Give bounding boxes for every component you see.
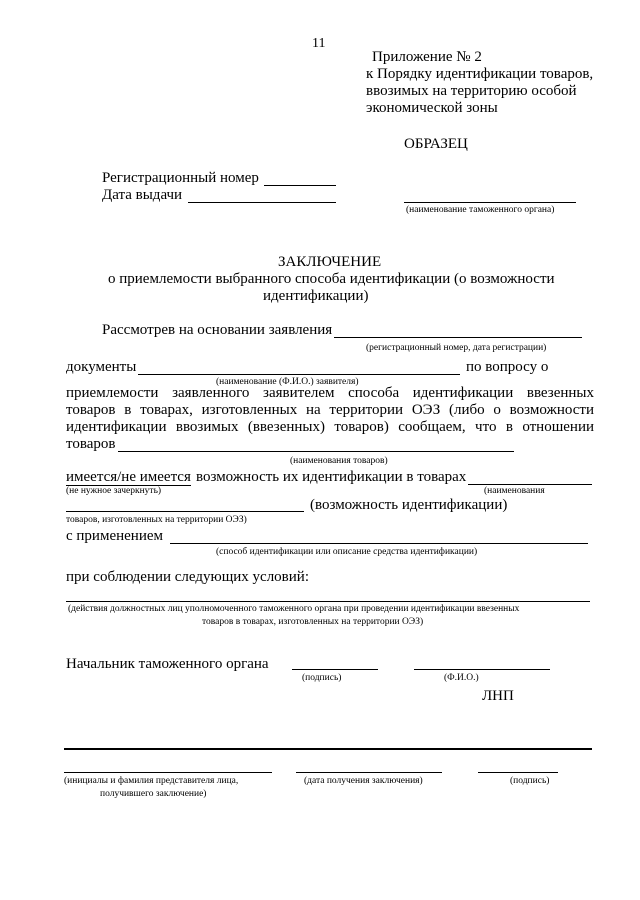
footer-separator — [64, 748, 592, 750]
rep-caption-1: (инициалы и фамилия представителя лица, — [64, 776, 239, 786]
doc-subtitle-1: о приемлемости выбранного способа идентификации (о возможности — [108, 271, 555, 287]
applicant-caption: (наименование (Ф.И.О.) заявителя) — [216, 377, 359, 387]
reg-number-label: Регистрационный номер — [102, 170, 259, 186]
paragraph-line-2: товаров в товарах, изготовленных на территории ОЭЗ (либо о возможности — [66, 402, 594, 418]
actions-caption-2: товаров в товарах, изготовленных на территории ОЭЗ) — [202, 617, 424, 627]
appendix-line1: Приложение № 2 — [372, 49, 482, 65]
page-number: 11 — [312, 36, 326, 51]
application-line — [334, 337, 582, 338]
doc-subtitle-2: идентификации) — [263, 288, 369, 304]
customs-name-caption: (наименование таможенного органа) — [406, 205, 555, 215]
issue-date-line — [188, 202, 336, 203]
chief-fio-line — [414, 669, 550, 670]
conditions-line — [66, 601, 590, 602]
possibility-line — [468, 484, 592, 485]
made-caption: товаров, изготовленных на территории ОЭЗ) — [66, 515, 247, 525]
on-question-label: по вопросу о — [466, 359, 549, 375]
reg-caption: (регистрационный номер, дата регистрации) — [366, 343, 547, 353]
strike-caption: (не нужное зачеркнуть) — [66, 486, 162, 496]
with-use-label: с применением — [66, 528, 164, 544]
chief-label: Начальник таможенного органа — [66, 656, 269, 672]
has-not-text: имеется/не имеется — [66, 469, 191, 485]
chief-sign-caption: (подпись) — [302, 673, 342, 683]
goods-label: товаров — [66, 436, 116, 452]
rep-sign-line — [478, 772, 558, 773]
method-line — [170, 543, 588, 544]
paragraph-line-1: приемлемости заявленного заявителем способа идентификации ввезенных — [66, 385, 594, 401]
chief-fio-caption: (Ф.И.О.) — [444, 673, 479, 683]
rep-sign-caption: (подпись) — [510, 776, 550, 786]
naming-caption: (наименования — [484, 486, 545, 496]
doc-title: ЗАКЛЮЧЕНИЕ — [278, 254, 382, 270]
goods-line — [118, 451, 514, 452]
chief-sign-line — [292, 669, 378, 670]
appendix-line2: к Порядку идентификации товаров, — [366, 66, 594, 82]
conditions-label: при соблюдении следующих условий: — [66, 569, 309, 585]
rep-name-line — [64, 772, 272, 773]
paragraph-line-3: идентификации ввозимых (ввезенных) товаров) сообщаем, что в отношении — [66, 419, 594, 435]
sample-label: ОБРАЗЕЦ — [404, 136, 468, 152]
lnp-label: ЛНП — [482, 688, 514, 704]
customs-name-line — [404, 202, 576, 203]
documents-label: документы — [66, 359, 137, 375]
appendix-line3: ввозимых на территорию особой — [366, 83, 577, 99]
has-not-option — [66, 469, 191, 486]
reg-number-line — [264, 185, 336, 186]
possibility2-label: (возможность идентификации) — [310, 497, 508, 513]
actions-caption-1: (действия должностных лиц уполномоченного таможенного органа при проведении идентификации ввезенных — [68, 604, 520, 614]
issue-date-label: Дата выдачи — [102, 187, 183, 203]
receive-date-caption: (дата получения заключения) — [304, 776, 423, 786]
receive-date-line — [296, 772, 442, 773]
considered-label: Рассмотрев на основании заявления — [102, 322, 333, 338]
made-goods-line — [66, 511, 304, 512]
possibility-label: возможность их идентификации в товарах — [196, 469, 467, 485]
method-caption: (способ идентификации или описание средства идентификации) — [216, 547, 478, 557]
appendix-line4: экономической зоны — [366, 100, 498, 116]
goods-caption: (наименования товаров) — [290, 456, 388, 466]
rep-caption-2: получившего заключение) — [100, 789, 207, 799]
applicant-line — [138, 374, 460, 375]
